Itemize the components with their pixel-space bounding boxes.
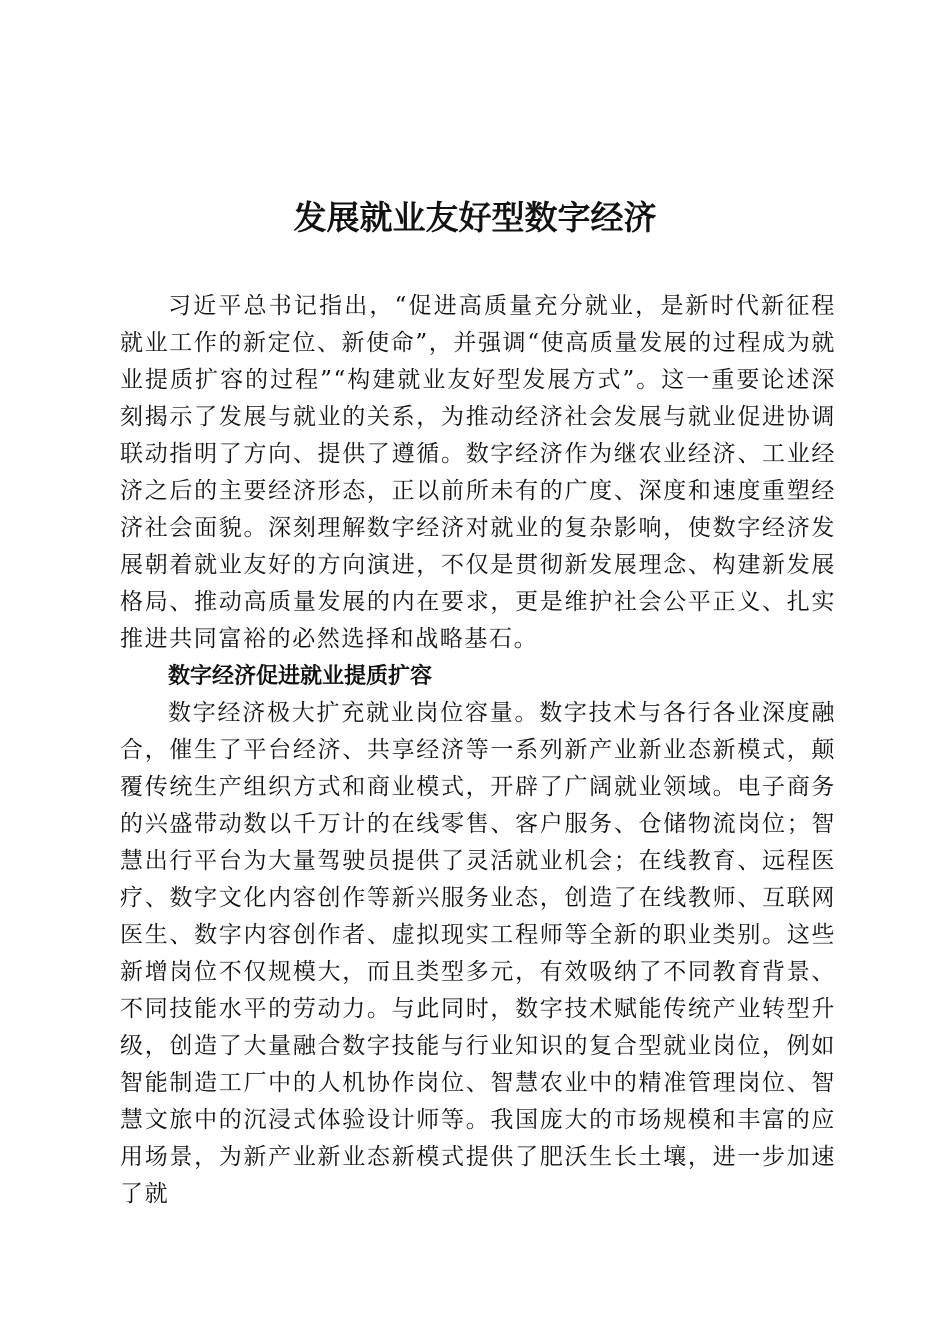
document-title: 发展就业友好型数字经济 <box>293 198 657 237</box>
intro-paragraph: 习近平总书记指出，“促进高质量充分就业，是新时代新征程就业工作的新定位、新使命”，并强调“使高质量发展的过程成为就业提质扩容的过程”“构建就业友好型发展方式”。这一重要论述深刻揭示了发展与就业的关系，为推动经济社会发展与就业促进协调联动指明了方向、提供了遵循。数字经济作为继农业经济、工业经济之后的主要经济形态，正以前所未有的广度、深度和速度重塑经济社会面貌。深刻理解数字经济对就业的复杂影响，使数字经济发展朝着就业友好的方向演进，不仅是贯彻新发展理念、构建新发展格局、推动高质量发展的内在要求，更是维护社会公平正义、扎实推进共同富裕的必然选择和战略基石。 <box>120 293 836 652</box>
document-body <box>120 288 836 1213</box>
section-paragraph: 数字经济极大扩充就业岗位容量。数字技术与各行各业深度融合，催生了平台经济、共享经济等一系列新产业新业态新模式，颠覆传统生产组织方式和商业模式，开辟了广阔就业领域。电子商务的兴盛带动数以千万计的在线零售、客户服务、仓储物流岗位；智慧出行平台为大量驾驶员提供了灵活就业机会；在线教育、远程医疗、数字文化内容创作等新兴服务业态，创造了在线教师、互联网医生、数字内容创作者、虚拟现实工程师等全新的职业类别。这些新增岗位不仅规模大，而且类型多元，有效吸纳了不同教育背景、不同技能水平的劳动力。与此同时，数字技术赋能传统产业转型升级，创造了大量融合数字技能与行业知识的复合型就业岗位，例如智能制造工厂中的人机协作岗位、智慧农业中的精准管理岗位、智慧文旅中的沉浸式体验设计师等。我国庞大的市场规模和丰富的应用场景，为新产业新业态新模式提供了肥沃生长土壤，进一步加速了就 <box>120 700 836 1207</box>
section-heading: 数字经济促进就业提质扩容 <box>168 664 433 689</box>
